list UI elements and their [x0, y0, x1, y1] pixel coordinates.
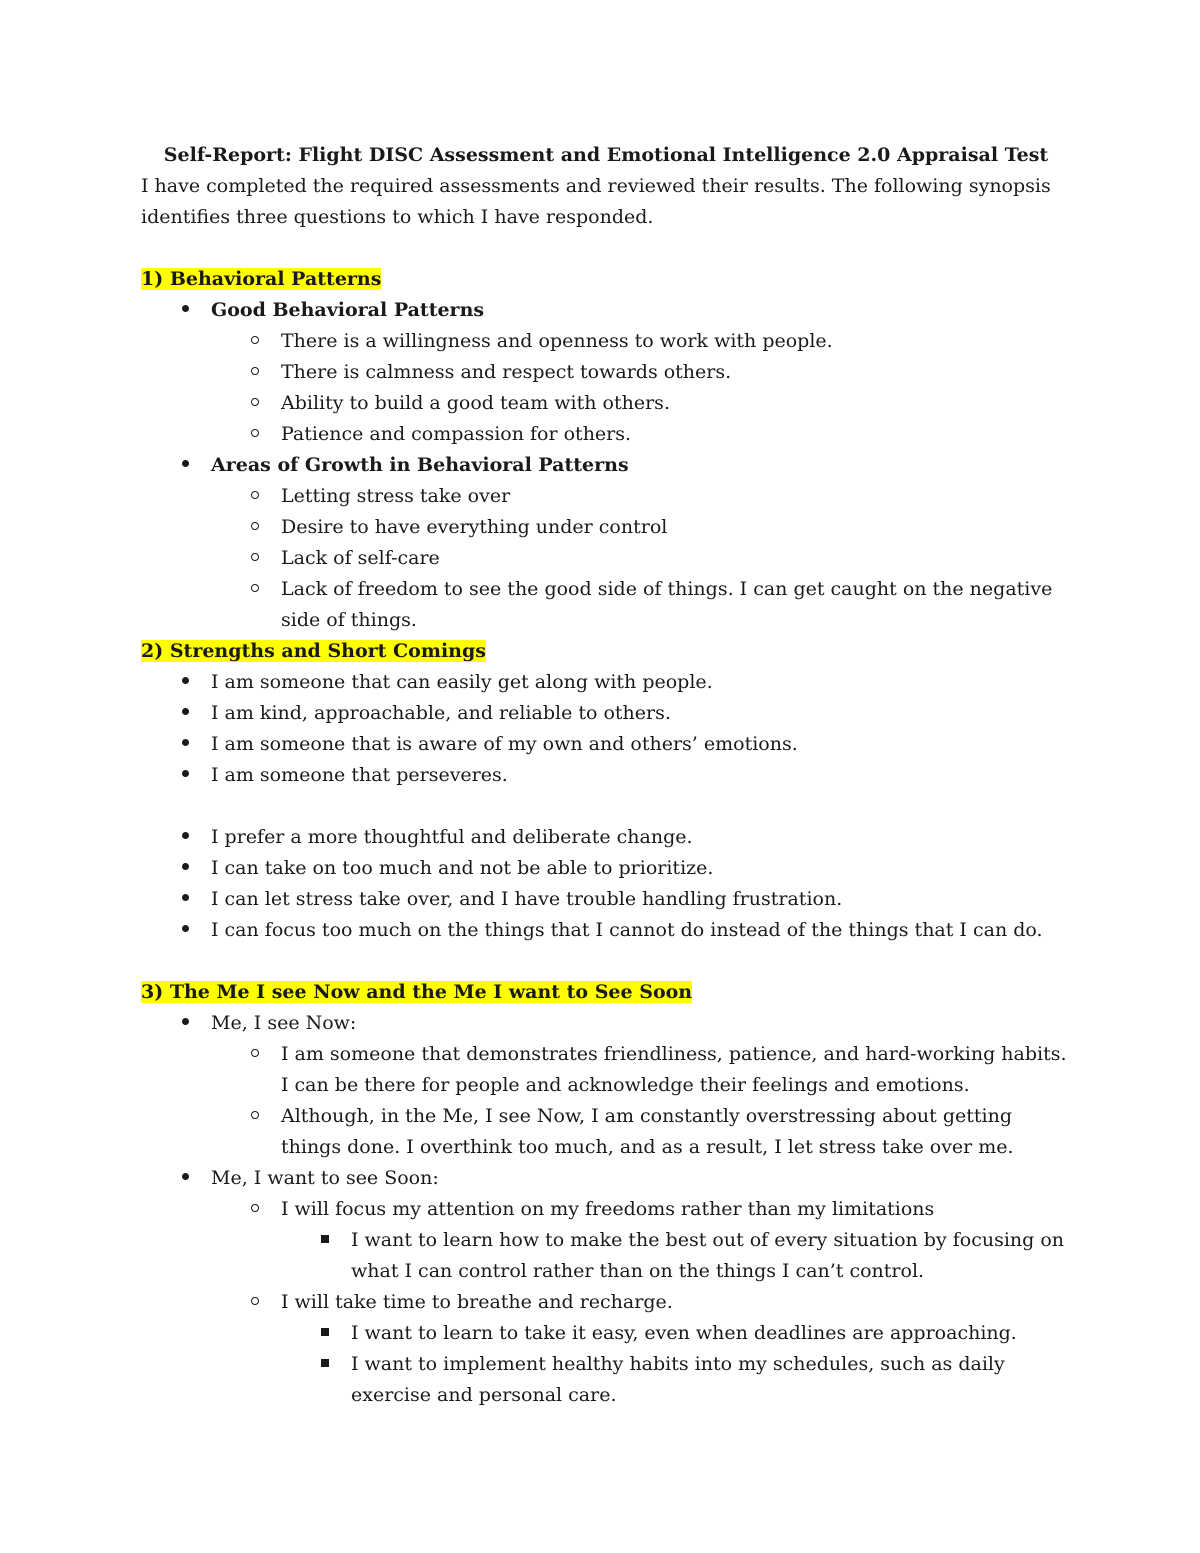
list-item: I want to implement healthy habits into my schedules, such as daily exercise and personal care.	[281, 1349, 1071, 1411]
bullet-square-icon	[315, 1225, 335, 1256]
behavioral-patterns-list	[141, 295, 1071, 636]
list-item: Lack of freedom to see the good side of things. I can get caught on the negative side of things.	[211, 574, 1071, 636]
bullet-ring-icon	[245, 543, 265, 574]
list-item-areas-of-growth	[141, 450, 1071, 636]
section-heading-behavioral-patterns	[141, 264, 1071, 295]
bullet-square-icon	[315, 1318, 335, 1349]
list-item: There is calmness and respect towards others.	[211, 357, 1071, 388]
bullet-ring-icon	[245, 1039, 265, 1070]
bullet-ring-icon	[245, 388, 265, 419]
blank-line	[141, 233, 1071, 264]
highlighted-heading-text: 2) Strengths and Short Comings	[141, 640, 486, 662]
list-item-label: Me, I want to see Soon:	[211, 1167, 439, 1189]
list-item: Ability to build a good team with others.	[211, 388, 1071, 419]
bullet-dot-icon	[175, 822, 195, 853]
bullet-dot-icon	[175, 1008, 195, 1039]
bullet-ring-icon	[245, 1101, 265, 1132]
intro-paragraph: I have completed the required assessments and reviewed their results. The following synopsis identifies three questions to which I have responded.	[141, 175, 1051, 228]
list-item: Desire to have everything under control	[211, 512, 1071, 543]
blank-line	[141, 946, 1071, 977]
highlighted-heading-text: 3) The Me I see Now and the Me I want to See Soon	[141, 981, 693, 1003]
list-item-label: Me, I see Now:	[211, 1012, 357, 1034]
growth-patterns-sublist	[211, 481, 1071, 636]
document-title: Self-Report: Flight DISC Assessment and Emotional Intelligence 2.0 Appraisal Test	[163, 144, 1049, 166]
me-soon-sublist	[211, 1194, 1071, 1411]
list-item: Letting stress take over	[211, 481, 1071, 512]
bullet-ring-icon	[245, 512, 265, 543]
list-item-label: Areas of Growth in Behavioral Patterns	[211, 454, 629, 476]
bullet-ring-icon	[245, 357, 265, 388]
section-heading-me-now-and-soon	[141, 977, 1071, 1008]
highlighted-heading-text: 1) Behavioral Patterns	[141, 268, 382, 290]
bullet-dot-icon	[175, 698, 195, 729]
list-item: I prefer a more thoughtful and deliberate change.	[141, 822, 1071, 853]
bullet-dot-icon	[175, 295, 195, 326]
list-item: I am someone that is aware of my own and others’ emotions.	[141, 729, 1071, 760]
bullet-square-icon	[315, 1349, 335, 1380]
list-item-label: Good Behavioral Patterns	[211, 299, 485, 321]
list-item: I am someone that can easily get along with people.	[141, 667, 1071, 698]
goal-detail-list	[281, 1318, 1071, 1411]
list-item: There is a willingness and openness to work with people.	[211, 326, 1071, 357]
bullet-ring-icon	[245, 326, 265, 357]
blank-line	[141, 791, 1071, 822]
list-item: I want to learn to take it easy, even when deadlines are approaching.	[281, 1318, 1071, 1349]
me-now-soon-list	[141, 1008, 1071, 1411]
list-item: I am kind, approachable, and reliable to others.	[141, 698, 1071, 729]
list-item: I am someone that perseveres.	[141, 760, 1071, 791]
list-item: I can take on too much and not be able to prioritize.	[141, 853, 1071, 884]
list-item: I can focus too much on the things that I cannot do instead of the things that I can do.	[141, 915, 1071, 946]
good-patterns-sublist	[211, 326, 1071, 450]
list-item: I am someone that demonstrates friendliness, patience, and hard-working habits. I can be there for people and acknowledge their feelings and emotions.	[211, 1039, 1071, 1101]
bullet-ring-icon	[245, 1194, 265, 1225]
bullet-dot-icon	[175, 884, 195, 915]
goal-detail-list	[281, 1225, 1071, 1287]
list-item-me-now	[141, 1008, 1071, 1163]
shortcomings-list	[141, 822, 1071, 946]
list-item: I want to learn how to make the best out of every situation by focusing on what I can control rather than on the things I can’t control.	[281, 1225, 1071, 1287]
bullet-dot-icon	[175, 667, 195, 698]
bullet-ring-icon	[245, 1287, 265, 1318]
list-item: Lack of self-care	[211, 543, 1071, 574]
bullet-dot-icon	[175, 853, 195, 884]
bullet-dot-icon	[175, 915, 195, 946]
bullet-ring-icon	[245, 481, 265, 512]
document-page	[141, 140, 1071, 1411]
strengths-list	[141, 667, 1071, 791]
bullet-dot-icon	[175, 729, 195, 760]
list-item: I will focus my attention on my freedoms rather than my limitations I want to learn how to make the best out of every situation by focusing on what I can control rather than on the things I can’t control.	[211, 1194, 1071, 1287]
bullet-ring-icon	[245, 574, 265, 605]
bullet-dot-icon	[175, 1163, 195, 1194]
me-now-sublist	[211, 1039, 1071, 1163]
list-item: Although, in the Me, I see Now, I am constantly overstressing about getting things done. I overthink too much, and as a result, I let stress take over me.	[211, 1101, 1071, 1163]
bullet-dot-icon	[175, 450, 195, 481]
list-item-good-behavioral-patterns	[141, 295, 1071, 450]
list-item: I can let stress take over, and I have trouble handling frustration.	[141, 884, 1071, 915]
bullet-dot-icon	[175, 760, 195, 791]
list-item-me-soon	[141, 1163, 1071, 1411]
list-item: Patience and compassion for others.	[211, 419, 1071, 450]
section-heading-strengths	[141, 636, 1071, 667]
list-item: I will take time to breathe and recharge. I want to learn to take it easy, even when deadlines are approaching. I want to implement healthy habits into my schedules, such as daily exercise and personal care.	[211, 1287, 1071, 1411]
bullet-ring-icon	[245, 419, 265, 450]
